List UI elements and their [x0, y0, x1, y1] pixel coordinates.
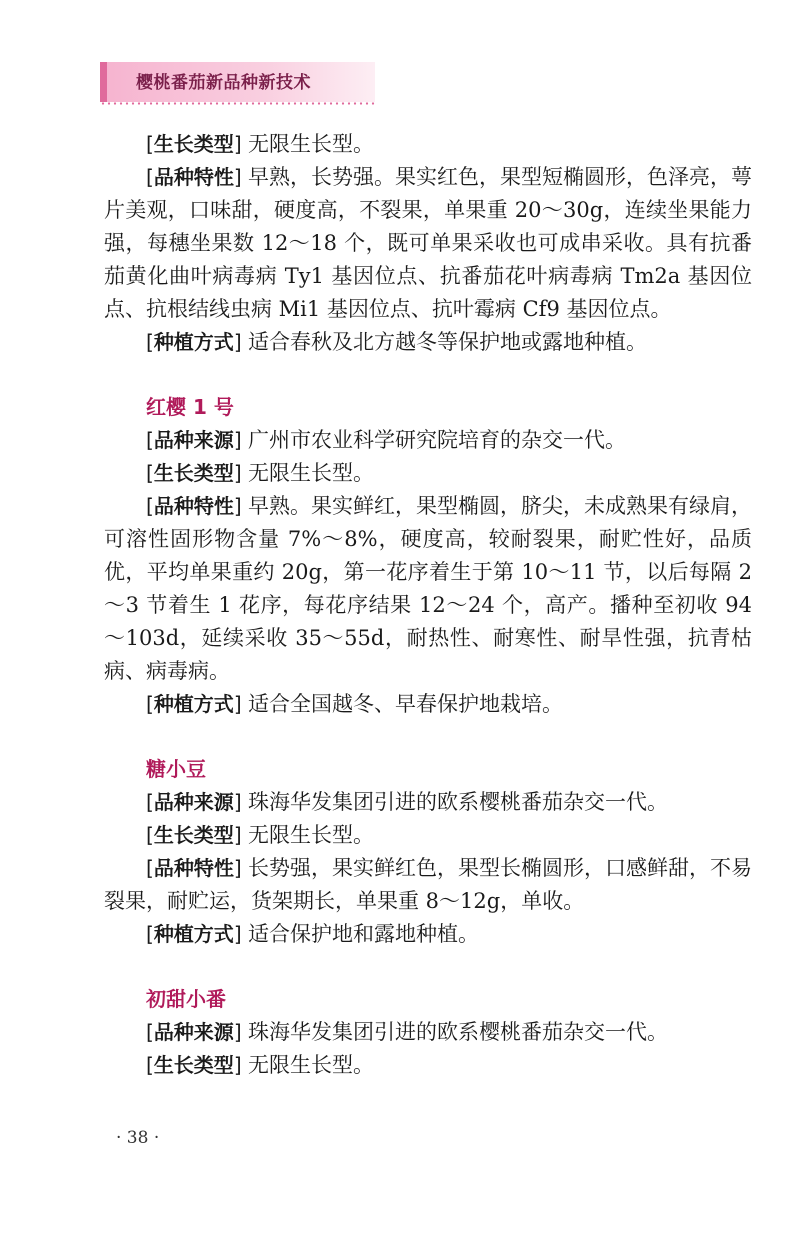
running-header — [100, 62, 375, 102]
field-label: [ 品种特性 ] — [146, 165, 248, 189]
paragraph-growth-type: [ 生长类型 ] 无限生长型。 — [104, 1049, 752, 1082]
field-label: [ 品种来源 ] — [146, 428, 248, 452]
field-label: [ 生长类型 ] — [146, 461, 248, 485]
field-label: [ 种植方式 ] — [146, 692, 248, 716]
field-label: [ 品种特性 ] — [146, 856, 248, 880]
variety-heading-chutian: 初甜小番 — [146, 987, 226, 1011]
paragraph-source: [ 品种来源 ] 广州市农业科学研究院培育的杂交一代。 — [104, 424, 752, 457]
field-label: [ 品种特性 ] — [146, 494, 248, 518]
paragraph-planting: [ 种植方式 ] 适合保护地和露地种植。 — [104, 918, 752, 951]
header-dotted-rule — [100, 102, 375, 105]
paragraph-traits: [ 品种特性 ] 长势强，果实鲜红色，果型长椭圆形，口感鲜甜，不易裂果，耐贮运，货架期长，单果重 8～12g，单收。 — [104, 852, 752, 918]
field-label: [ 生长类型 ] — [146, 823, 248, 847]
field-label: [ 种植方式 ] — [146, 922, 248, 946]
paragraph-growth-type: [ 生长类型 ] 无限生长型。 — [104, 457, 752, 490]
paragraph-source: [ 品种来源 ] 珠海华发集团引进的欧系樱桃番茄杂交一代。 — [104, 786, 752, 819]
paragraph-planting: [ 种植方式 ] 适合全国越冬、早春保护地栽培。 — [104, 688, 752, 721]
field-label: [ 种植方式 ] — [146, 330, 248, 354]
paragraph-source: [ 品种来源 ] 珠海华发集团引进的欧系樱桃番茄杂交一代。 — [104, 1016, 752, 1049]
paragraph-traits: [ 品种特性 ] 早熟，长势强。果实红色，果型短椭圆形，色泽亮，萼片美观，口味甜，硬度高，不裂果，单果重 20～30g，连续坐果能力强，每穗坐果数 12～18 个，既可单果采收也可成串采收。具有抗番茄黄化曲叶病毒病 Ty1 基因位点、抗番茄花叶病毒病 Tm2a 基因位点、抗根结线虫病 Mi1 基因位点、抗叶霉病 Cf9 基因位点。 — [104, 161, 752, 326]
paragraph-growth-type: [ 生长类型 ] 无限生长型。 — [104, 128, 752, 161]
field-label: [ 品种来源 ] — [146, 790, 248, 814]
page-body — [104, 128, 752, 1082]
field-label: [ 品种来源 ] — [146, 1020, 248, 1044]
page-number: · 38 · — [116, 1128, 160, 1148]
paragraph-growth-type: [ 生长类型 ] 无限生长型。 — [104, 819, 752, 852]
variety-heading-tangxiaodou: 糖小豆 — [146, 757, 206, 781]
paragraph-planting: [ 种植方式 ] 适合春秋及北方越冬等保护地或露地种植。 — [104, 326, 752, 359]
header-accent-bar — [100, 62, 107, 102]
field-label: [ 生长类型 ] — [146, 132, 248, 156]
variety-heading-hongying: 红樱 1 号 — [146, 395, 234, 419]
book-title: 樱桃番茄新品种新技术 — [136, 73, 311, 93]
field-label: [ 生长类型 ] — [146, 1053, 248, 1077]
paragraph-traits: [ 品种特性 ] 早熟。果实鲜红，果型椭圆，脐尖，未成熟果有绿肩，可溶性固形物含量 7%～8%，硬度高，较耐裂果，耐贮性好，品质优，平均单果重约 20g，第一花序着生于第 10～11 节，以后每隔 2～3 节着生 1 花序，每花序结果 12～24 个，高产。播种至初收 94～103d，延续采收 35～55d，耐热性、耐寒性、耐旱性强，抗青枯病、病毒病。 — [104, 490, 752, 688]
